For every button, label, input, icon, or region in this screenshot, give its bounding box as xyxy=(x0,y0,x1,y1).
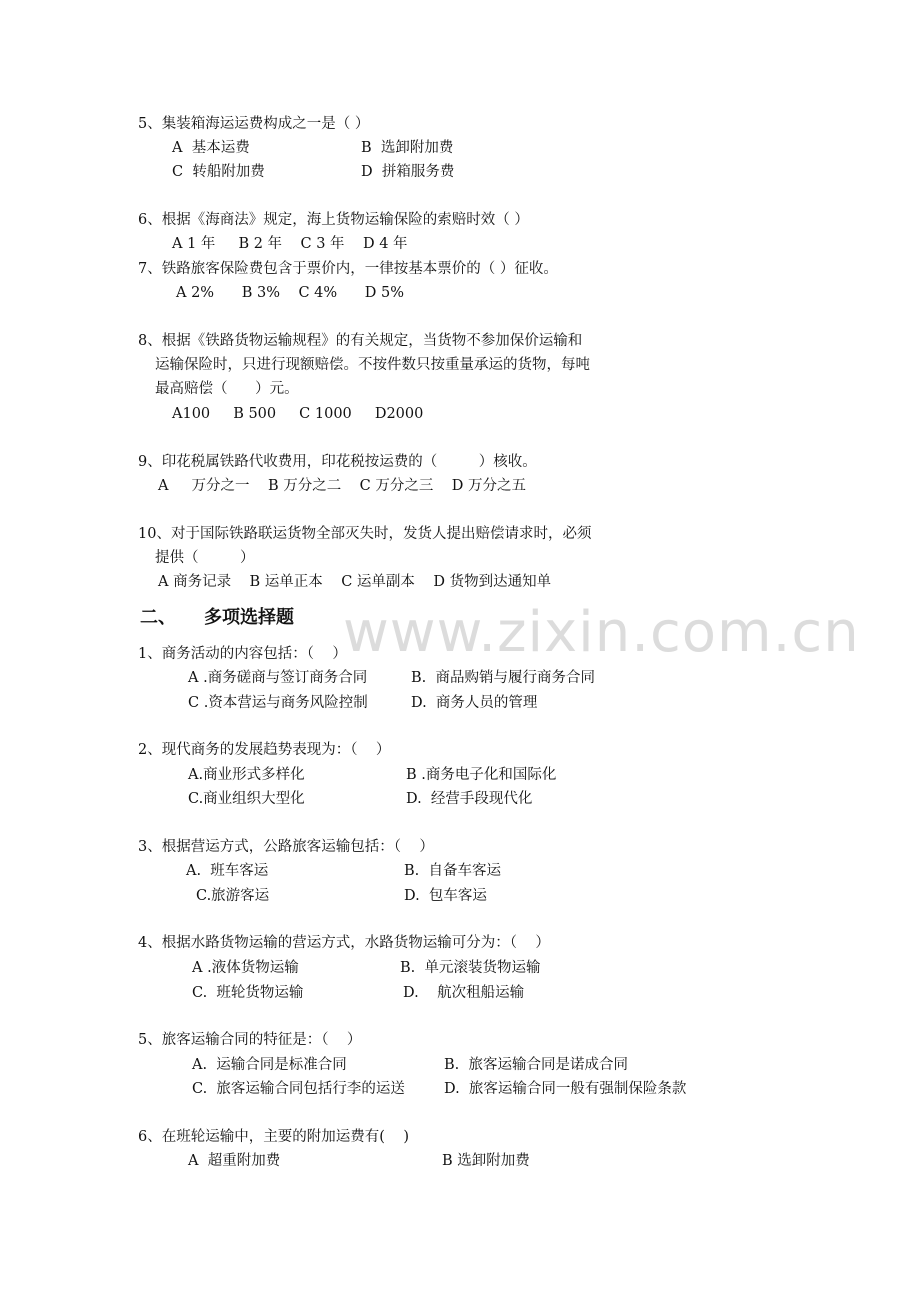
question-stem: 6、根据《海商法》规定，海上货物运输保险的索赔时效（ ） xyxy=(138,212,529,228)
question-stem: 2、现代商务的发展趋势表现为：（ ） xyxy=(138,742,391,758)
option-a: A .商务磋商与签订商务合同 xyxy=(188,670,368,686)
options-line: A 万分之一 B 万分之二 C 万分之三 D 万分之五 xyxy=(158,478,527,494)
option-d: D 拼箱服务费 xyxy=(361,164,455,180)
option-a: A 基本运费 xyxy=(172,140,250,156)
section-title: 多项选择题 xyxy=(204,607,294,628)
option-d: D. 经营手段现代化 xyxy=(406,791,533,807)
option-b: B .商务电子化和国际化 xyxy=(406,767,557,783)
question-stem: 1、商务活动的内容包括：（ ） xyxy=(138,646,347,662)
option-c: C. 旅客运输合同包括行李的运送 xyxy=(192,1081,405,1097)
option-b: B. 单元滚装货物运输 xyxy=(400,960,541,976)
option-b: B. 商品购销与履行商务合同 xyxy=(411,670,595,686)
watermark: www.zixin.com.cn xyxy=(343,600,860,665)
option-d: D. 旅客运输合同一般有强制保险条款 xyxy=(444,1081,687,1097)
option-d: D. 航次租船运输 xyxy=(403,985,525,1001)
question-stem: 8、根据《铁路货物运输规程》的有关规定，当货物不参加保价运输和 xyxy=(138,333,583,349)
question-stem: 6、在班轮运输中，主要的附加运费有( ) xyxy=(138,1129,409,1145)
option-b: B 选卸附加费 xyxy=(442,1153,530,1169)
option-a: A.商业形式多样化 xyxy=(188,767,305,783)
option-b: B. 旅客运输合同是诺成合同 xyxy=(444,1057,628,1073)
option-c: C.旅游客运 xyxy=(196,888,270,904)
question-stem: 3、根据营运方式，公路旅客运输包括：（ ） xyxy=(138,839,434,855)
option-a: A. 运输合同是标准合同 xyxy=(192,1057,347,1073)
option-d: D. 包车客运 xyxy=(404,888,487,904)
options-line: A100 B 500 C 1000 D2000 xyxy=(172,406,424,422)
question-stem: 5、旅客运输合同的特征是：（ ） xyxy=(138,1032,362,1048)
question-stem: 9、印花税属铁路代收费用，印花税按运费的（ ）核收。 xyxy=(138,454,537,470)
question-stem: 10、对于国际铁路联运货物全部灭失时，发货人提出赔偿请求时，必须 xyxy=(138,526,592,542)
options-line: A 2% B 3% C 4% D 5% xyxy=(176,285,405,301)
question-stem: 5、集装箱海运运费构成之一是（ ） xyxy=(138,116,370,132)
question-stem: 7、铁路旅客保险费包含于票价内，一律按基本票价的（ ）征收。 xyxy=(138,261,558,277)
question-stem: 最高赔偿（ ）元。 xyxy=(155,381,299,397)
option-c: C.商业组织大型化 xyxy=(188,791,305,807)
options-line: A 商务记录 B 运单正本 C 运单副本 D 货物到达通知单 xyxy=(158,574,552,590)
option-d: D. 商务人员的管理 xyxy=(411,695,538,711)
option-a: A 超重附加费 xyxy=(188,1153,281,1169)
question-stem: 提供（ ） xyxy=(155,550,255,566)
option-c: C. 班轮货物运输 xyxy=(192,985,304,1001)
option-c: C .资本营运与商务风险控制 xyxy=(188,695,368,711)
options-line: A 1 年 B 2 年 C 3 年 D 4 年 xyxy=(172,236,408,252)
option-b: B. 自备车客运 xyxy=(404,863,501,879)
question-stem: 运输保险时，只进行现额赔偿。不按件数只按重量承运的货物，每吨 xyxy=(155,357,590,373)
option-a: A .液体货物运输 xyxy=(192,960,299,976)
option-b: B 选卸附加费 xyxy=(361,140,454,156)
option-a: A. 班车客运 xyxy=(186,863,269,879)
section-number: 二、 xyxy=(140,607,176,628)
question-stem: 4、根据水路货物运输的营运方式，水路货物运输可分为：（ ） xyxy=(138,935,550,951)
option-c: C 转船附加费 xyxy=(172,164,265,180)
